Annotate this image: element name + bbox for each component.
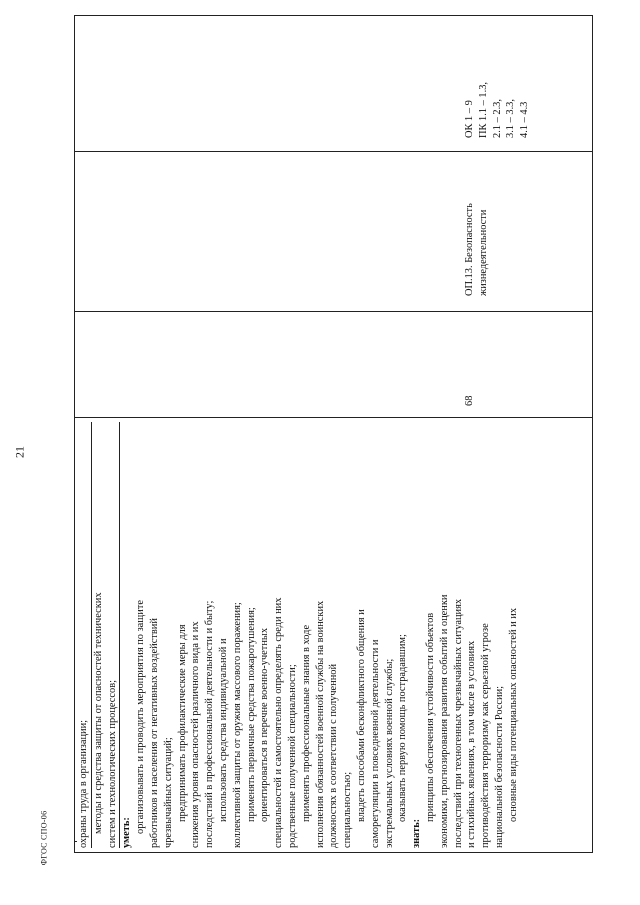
table-text-line: снижения уровня опасностей различного вида и их <box>190 621 202 848</box>
table-text-line: применять профессиональные знания в ходе <box>300 624 312 822</box>
curriculum-table <box>74 15 593 853</box>
table-text-line: предпринимать профилактические меры для <box>176 624 188 822</box>
requirements-text-column <box>77 422 592 848</box>
table-text-line: должностях в соответствии с полученной <box>328 663 340 848</box>
table-text-line: уметь: <box>121 817 133 848</box>
table-text-line: оказывать первую помощь пострадавшим; <box>397 634 409 822</box>
table-text-line: родственные полученной специальности; <box>286 664 298 848</box>
table-text-line: работников и населения от негативных воздействий <box>148 618 160 848</box>
table-text-line: принципы обеспечения устойчивости объектов <box>424 612 436 822</box>
column-divider <box>75 311 592 312</box>
table-text-line: и стихийных явлениях, в том числе в условиях <box>466 640 478 848</box>
competency-code: ПК 1.1 – 1.3, <box>477 82 489 138</box>
table-text-line: основные виды потенциальных опасностей и их <box>507 607 519 822</box>
table-text-line: охраны труда в организации; <box>77 422 92 848</box>
page-number: 21 <box>12 446 27 458</box>
table-text-line: систем и технологических процессов; <box>106 422 121 848</box>
table-text-line: исполнения обязанностей военной службы на воинских <box>314 600 326 848</box>
table-text-line: применять первичные средства пожаротушения; <box>245 607 257 822</box>
table-text-line: организовывать и проводить мероприятия по защите <box>135 599 147 834</box>
competency-code: 2.1 – 2.3, <box>491 99 503 138</box>
table-text-line: национальной безопасности России; <box>493 685 505 848</box>
competencies-cell <box>463 20 532 138</box>
table-text-line: последствий при техногенных чрезвычайных ситуациях <box>452 598 464 848</box>
table-text-line: знать: <box>411 818 423 848</box>
discipline-cell: ОП.13. Безопасность жизнедеятельности <box>464 203 489 296</box>
table-text-line: экстремальных условиях военной службы; <box>383 658 395 848</box>
table-text-line: последствий в профессиональной деятельности и быту; <box>204 600 216 848</box>
column-divider <box>75 151 592 152</box>
footer-code: ФГОС СПО-06 <box>39 810 49 866</box>
table-text-line: чрезвычайных ситуаций; <box>162 737 174 848</box>
table-text-line: владеть способами бесконфликтного общения и <box>355 609 367 822</box>
column-divider <box>75 417 592 418</box>
table-text-line: саморегуляции в повседневной деятельности и <box>369 639 381 848</box>
competency-code: ОК 1 – 9 <box>464 100 475 138</box>
table-text-line: специальностью; <box>342 771 354 848</box>
competency-code: 3.1 – 3.3, <box>505 99 517 138</box>
table-text-line: ориентироваться в перечне военно-учетных <box>259 627 271 822</box>
table-text-line: методы и средства защиты от опасностей технических <box>92 592 104 834</box>
competency-code: 4.1 – 4.3 <box>519 101 531 138</box>
hours-cell: 68 <box>464 395 475 406</box>
table-text-line: использовать средства индивидуальной и <box>217 638 229 822</box>
table-text-line: экономики, прогнозирования развития событий и оценки <box>438 594 450 848</box>
table-text-line: специальностей и самостоятельно определять среди них <box>273 597 285 848</box>
table-text-line: противодействия терроризму как серьезной угрозе <box>480 623 492 848</box>
table-text-line: коллективной защиты от оружия массового поражения; <box>231 602 243 848</box>
rotated-table-area <box>74 15 593 853</box>
